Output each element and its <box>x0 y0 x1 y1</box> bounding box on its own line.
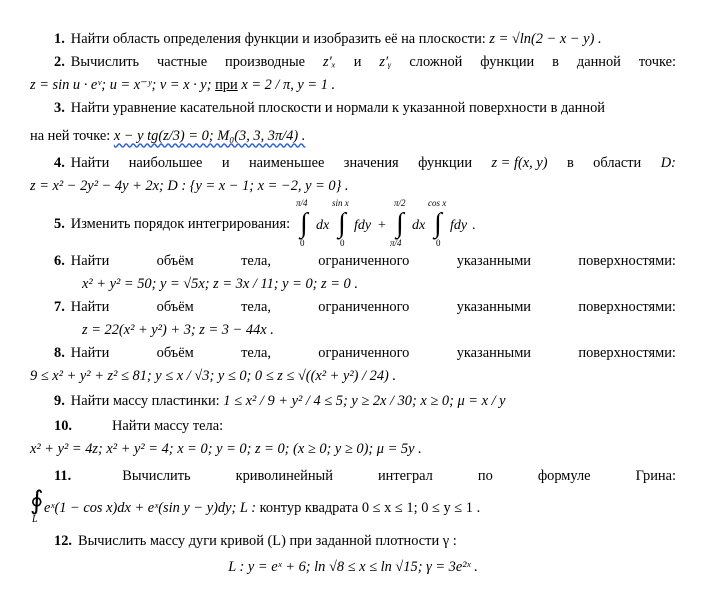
word: области <box>593 155 642 171</box>
int4-lower: 0 <box>435 238 441 248</box>
word: z′ₓ <box>323 54 336 70</box>
problem-number: 1. <box>54 31 65 47</box>
contour-integral-sign <box>30 488 42 528</box>
word: объём <box>156 253 194 269</box>
problem-formula: 1 ≤ x² / 9 + y² / 4 ≤ 5; y ≥ 2x / 30; x ≥ 0; μ = x / y <box>223 393 506 409</box>
word: поверхностями: <box>578 299 676 315</box>
problem-formula: L : y = eˣ + 6; ln √8 ≤ x ≤ ln √15; γ = 3e²ˣ . <box>228 559 478 575</box>
problem-text: Найти массу пластинки: <box>70 393 220 409</box>
word: частные <box>157 54 208 70</box>
problem-formula: z = 22(x² + y²) + 3; z = 3 − 44x . <box>82 322 274 338</box>
word: объём <box>156 345 194 361</box>
word: тела, <box>241 345 271 361</box>
problem-number: 7. <box>54 299 65 315</box>
int2-upper: sin x <box>331 198 349 208</box>
contour-label: L <box>32 514 38 525</box>
word: указанными <box>456 345 532 361</box>
problem-line <box>30 438 676 461</box>
problem-9 <box>30 388 676 415</box>
word: формуле <box>537 468 591 484</box>
word: тела, <box>241 253 271 269</box>
dx-label: dx <box>315 218 329 233</box>
problem-number: 12. <box>54 533 72 549</box>
int2-lower: 0 <box>339 238 345 248</box>
integral-sign-icon: ∫ <box>395 208 404 239</box>
problem-text: Вычислить массу дуги кривой (L) при заданной плотности γ : <box>78 533 457 549</box>
problem-line <box>30 319 676 342</box>
problem-number: 2. <box>54 54 65 70</box>
problem-text: Найти массу тела: <box>112 418 224 434</box>
word: Найти <box>70 299 110 315</box>
problem-line <box>30 415 676 438</box>
word: z = f(x, y) <box>491 155 548 171</box>
word: указанными <box>456 253 532 269</box>
problem-line <box>30 365 676 388</box>
problem-text: на ней точке: <box>30 127 111 144</box>
word: ограниченного <box>318 299 410 315</box>
int3-lower: π/4 <box>389 238 402 248</box>
problem-word: при <box>215 77 238 93</box>
word: ограниченного <box>318 253 410 269</box>
problem-line <box>30 488 676 528</box>
word: Найти <box>70 253 110 269</box>
fdy-label: fdy <box>449 218 467 233</box>
fdy-label: fdy <box>353 218 371 233</box>
problem-line <box>30 152 676 175</box>
word: наибольшее <box>128 155 203 171</box>
problem-line <box>30 530 676 553</box>
problem-line <box>30 342 676 365</box>
word: интеграл <box>377 468 433 484</box>
problem-line <box>30 74 676 97</box>
dx-label: dx <box>411 218 425 233</box>
word: Вычислить <box>70 54 140 70</box>
problem-line <box>30 97 676 120</box>
problem-text: Найти область определения функции и изобразить её на плоскости: <box>70 31 486 47</box>
problem-formula: x² + y² = 50; y = √5x; z = 3x / 11; y = 0; z = 0 . <box>82 276 358 292</box>
int3-upper: π/2 <box>393 198 406 208</box>
word: значения <box>343 155 399 171</box>
problem-number: 3. <box>54 100 65 116</box>
problem-line <box>30 296 676 319</box>
word: наименьшее <box>248 155 325 171</box>
problem-number: 4. <box>54 155 65 171</box>
word: поверхностями: <box>578 253 676 269</box>
problem-formula: z = x² − 2y² − 4y + 2x; D : {y = x − 1; x = −2, y = 0} . <box>30 178 349 194</box>
problem-formula: z = sin u · eᵛ; u = x⁻ʸ; v = x · y; <box>30 77 212 93</box>
word: функции <box>418 155 473 171</box>
word: Найти <box>70 155 110 171</box>
word: D: <box>660 155 676 171</box>
word: производные <box>225 54 306 70</box>
problem-4 <box>30 152 676 198</box>
problem-number: 9. <box>54 393 65 409</box>
word: Найти <box>70 345 110 361</box>
word: тела, <box>241 299 271 315</box>
problem-text: Найти уравнение касательной плоскости и нормали к указанной поверхности в данной <box>70 100 605 116</box>
word: указанными <box>456 299 532 315</box>
problem-line <box>30 175 676 198</box>
word: по <box>477 468 493 484</box>
problem-number: 8. <box>54 345 65 361</box>
int1-upper: π/4 <box>295 198 308 208</box>
int4-upper: cos x <box>427 198 446 208</box>
word: точке: <box>638 54 676 70</box>
problem-2 <box>30 51 676 97</box>
word: поверхностями: <box>578 345 676 361</box>
problem-number: 5. <box>54 215 65 232</box>
problem-text: Изменить порядок интегрирования: <box>70 215 291 232</box>
integral-sign-icon: ∫ <box>299 208 308 239</box>
problem-text: контур квадрата 0 ≤ x ≤ 1; 0 ≤ y ≤ 1 . <box>259 499 481 516</box>
problem-10 <box>30 415 676 461</box>
problem-line <box>30 120 676 152</box>
word: данной <box>576 54 621 70</box>
problem-formula: x² + y² = 4z; x² + y² = 4; x = 0; y = 0; z = 0; (x ≥ 0; y ≥ 0); μ = 5y . <box>30 441 422 457</box>
problem-number: 6. <box>54 253 65 269</box>
word: z′ᵧ <box>379 54 392 70</box>
problem-line <box>30 250 676 273</box>
problem-line <box>30 51 676 74</box>
problem-11 <box>30 465 676 528</box>
contour-integral-icon: ∮ <box>30 486 44 515</box>
word: ограниченного <box>318 345 410 361</box>
word: в <box>552 54 559 70</box>
word: в <box>566 155 574 171</box>
word: и <box>353 54 362 70</box>
problem-7 <box>30 296 676 342</box>
problem-number: 10. <box>54 418 72 434</box>
problem-6 <box>30 250 676 296</box>
word: объём <box>156 299 194 315</box>
problem-12 <box>30 530 676 581</box>
problem-line <box>30 273 676 296</box>
problem-formula: z = √ln(2 − x − y) . <box>489 31 602 47</box>
word: криволинейный <box>235 468 333 484</box>
plus-sign: + <box>377 218 386 233</box>
word: и <box>221 155 230 171</box>
problem-formula: x − y tg(z/3) = 0; M₀(3, 3, 3π/4) . <box>113 127 306 144</box>
word: сложной <box>409 54 463 70</box>
problem-formula: eˣ(1 − cos x)dx + eˣ(sin y − y)dy; L : <box>44 499 257 516</box>
problem-1 <box>30 28 676 51</box>
integral-sign-icon: ∫ <box>433 208 442 239</box>
word: Грина: <box>635 468 676 484</box>
problem-number: 11. <box>54 468 72 484</box>
problem-line <box>30 553 676 581</box>
integral-sign-icon: ∫ <box>337 208 346 239</box>
word: Вычислить <box>122 468 191 484</box>
problem-line <box>30 465 676 488</box>
int1-lower: 0 <box>299 238 305 248</box>
word: функции <box>480 54 535 70</box>
problem-formula: x = 2 / π, y = 1 . <box>241 77 336 93</box>
problem-5 <box>30 198 676 250</box>
problem-formula: 9 ≤ x² + y² + z² ≤ 81; y ≤ x / √3; y ≤ 0; 0 ≤ z ≤ √((x² + y²) / 24) . <box>30 368 397 384</box>
problem-3 <box>30 97 676 152</box>
problem-8 <box>30 342 676 388</box>
double-integral-formula <box>294 199 474 249</box>
period: . <box>471 218 476 233</box>
